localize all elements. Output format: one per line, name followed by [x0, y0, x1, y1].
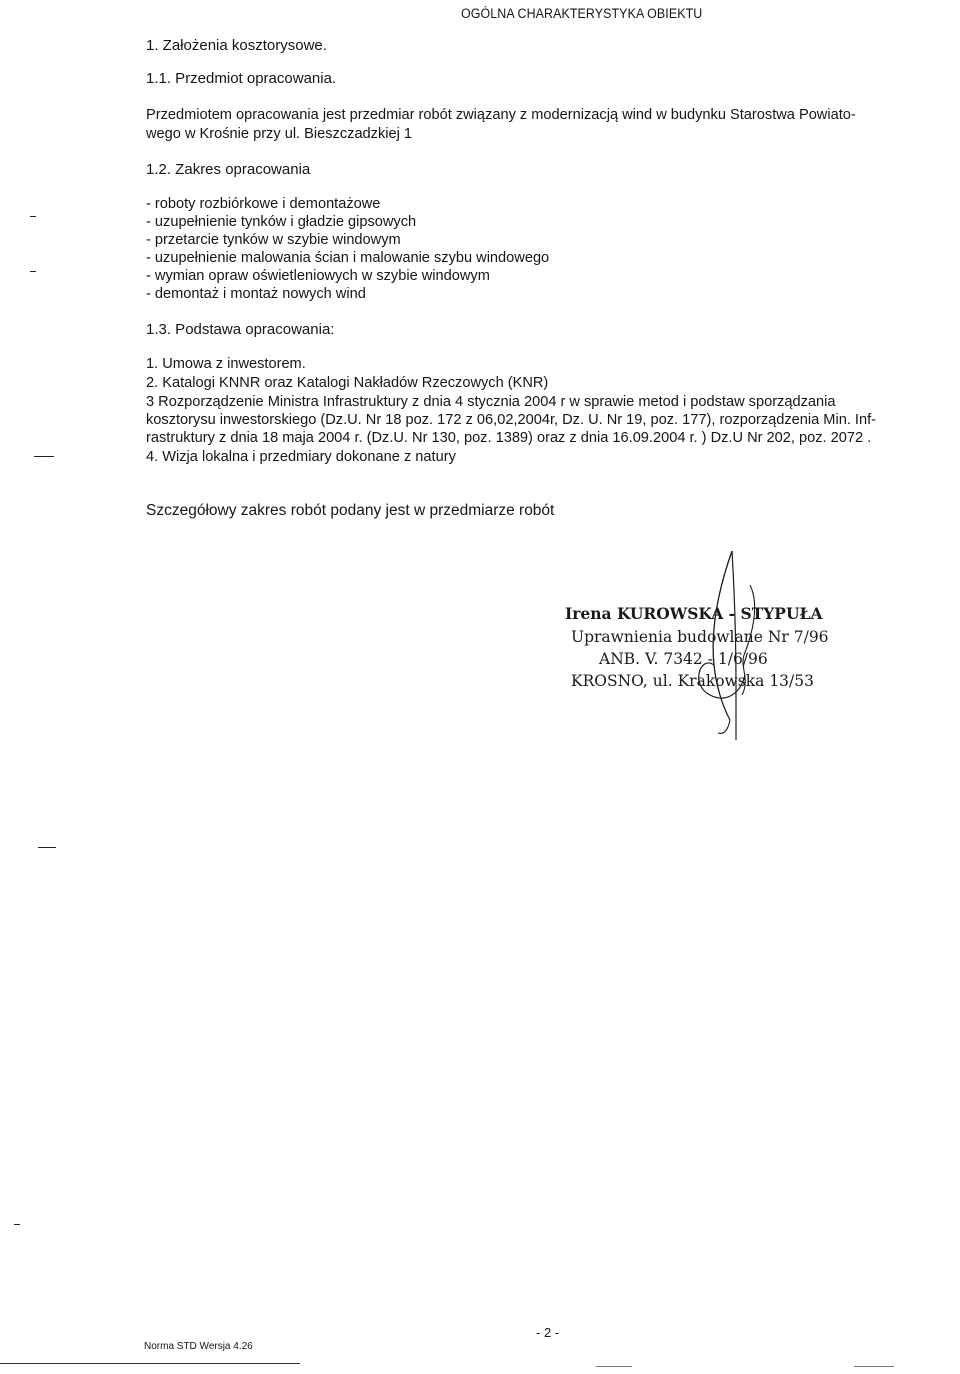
stamp-number: ANB. V. 7342 - 1/6/96	[599, 650, 768, 668]
scan-mark	[14, 1224, 20, 1225]
footer-rule	[0, 1363, 300, 1364]
scope-item: - uzupełnienie tynków i gładzie gipsowych	[146, 214, 417, 230]
stamp-license: Uprawnienia budowlane Nr 7/96	[571, 628, 829, 646]
handwritten-signature	[670, 545, 790, 745]
basis-line: 4. Wizja lokalna i przedmiary dokonane z natury	[146, 449, 456, 465]
section-1-1-body-line-2: wego w Krośnie przy ul. Bieszczadzkiej 1	[146, 126, 413, 142]
stamp-name: Irena KUROWSKA - STYPUŁA	[565, 604, 823, 623]
scan-mark	[30, 271, 36, 272]
basis-line: 1. Umowa z inwestorem.	[146, 356, 306, 372]
scope-item: - uzupełnienie malowania ścian i malowanie szybu windowego	[146, 250, 550, 266]
scope-item: - demontaż i montaż nowych wind	[146, 286, 366, 302]
section-1-1-body-line-1: Przedmiotem opracowania jest przedmiar robót związany z modernizacją wind w budynku Starostwa Powiato-	[146, 107, 856, 123]
scan-mark	[38, 847, 56, 848]
header-title: OGÓLNA CHARAKTERYSTYKA OBIEKTU	[461, 6, 703, 21]
scope-item: - roboty rozbiórkowe i demontażowe	[146, 196, 381, 212]
stamp-address: KROSNO, ul. Krakowska 13/53	[571, 672, 814, 690]
basis-line: kosztorysu inwestorskiego (Dz.U. Nr 18 poz. 172 z 06,02,2004r, Dz. U. Nr 19, poz. 177), rozporządzenia Min. Inf-	[146, 412, 877, 428]
detail-note: Szczegółowy zakres robót podany jest w przedmiarze robót	[146, 502, 555, 519]
page-number: - 2 -	[536, 1325, 560, 1340]
section-1-heading: 1. Założenia kosztorysowe.	[146, 37, 327, 54]
scope-item: - przetarcie tynków w szybie windowym	[146, 232, 401, 248]
footer-rule	[596, 1366, 632, 1367]
footer-rule	[854, 1366, 894, 1367]
section-1-3-heading: 1.3. Podstawa opracowania:	[146, 321, 335, 338]
scan-mark	[30, 216, 36, 217]
basis-line: 2. Katalogi KNNR oraz Katalogi Nakładów Rzeczowych (KNR)	[146, 375, 549, 391]
basis-line: rastruktury z dnia 18 maja 2004 r. (Dz.U. Nr 130, poz. 1389) oraz z dnia 16.09.2004 r. ) Dz.U Nr 202, poz. 2072 .	[146, 430, 872, 446]
scan-mark	[34, 456, 54, 457]
basis-line: 3 Rozporządzenie Ministra Infrastruktury z dnia 4 stycznia 2004 r w sprawie metod i podstaw sporządzania	[146, 394, 836, 410]
footer-norma: Norma STD Wersja 4.26	[144, 1341, 253, 1352]
section-1-2-heading: 1.2. Zakres opracowania	[146, 161, 311, 178]
section-1-1-heading: 1.1. Przedmiot opracowania.	[146, 70, 337, 87]
scope-item: - wymian opraw oświetleniowych w szybie windowym	[146, 268, 490, 284]
